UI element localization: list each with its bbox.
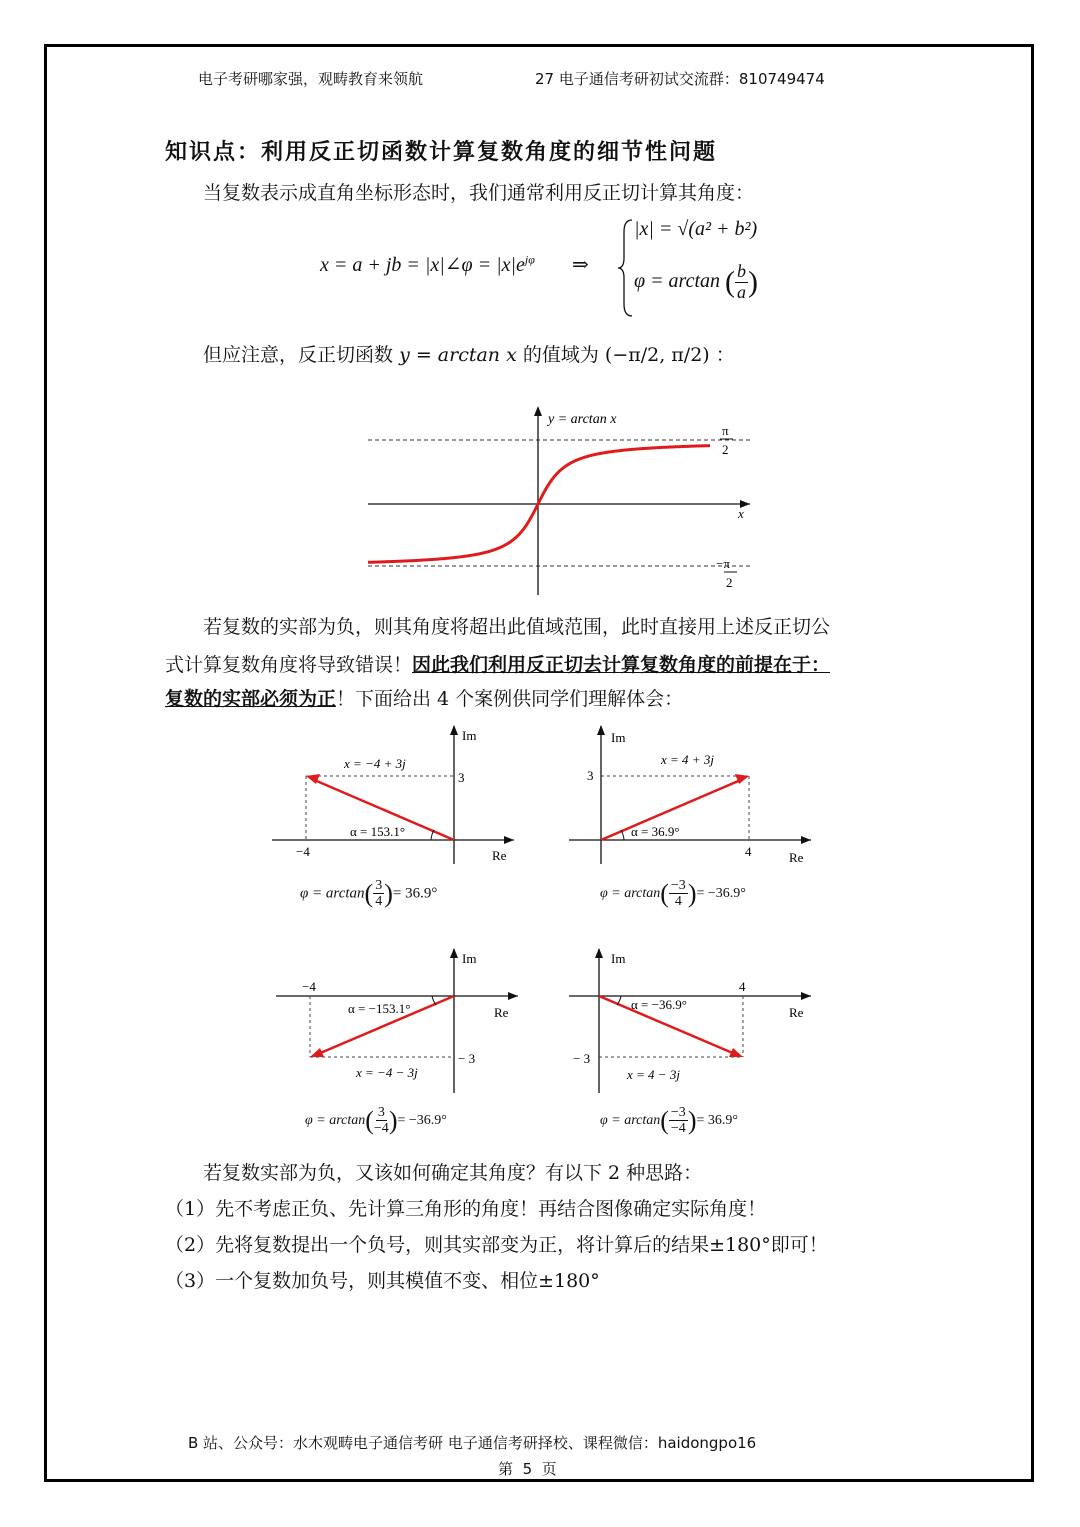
vector-label: x = −4 − 3j	[356, 1065, 418, 1080]
bottom-label-den: 2	[726, 575, 733, 590]
re-label: Re	[789, 1005, 804, 1020]
im-tick: − 3	[458, 1051, 476, 1066]
formula-phase: φ = arctan ( $\frac{b}{a}$ )	[634, 261, 759, 302]
case-formula-2: φ = arctan( $\frac{-3}{4}$ )= −36.9°	[600, 878, 746, 910]
case-formula-1: φ = arctan( $\frac{3}{4}$ )= 36.9°	[300, 878, 438, 910]
page-title: 知识点：利用反正切函数计算复数角度的细节性问题	[165, 140, 718, 165]
im-label: Im	[462, 728, 477, 743]
im-tick: − 3	[573, 1051, 591, 1066]
header-slogan: 电子考研哪家强，观畴教育来领航	[198, 70, 424, 88]
re-axis-arrow-icon	[801, 836, 811, 844]
re-axis-arrow-icon	[801, 992, 811, 1000]
case-plot-4	[565, 945, 815, 1095]
re-tick: −4	[296, 844, 310, 859]
methods-intro: 若复数实部为负，又该如何确定其角度？有以下 2 种思路：	[203, 1162, 703, 1184]
case-formula-4: φ = arctan( $\frac{-3}{-4}$ )= 36.9°	[600, 1105, 738, 1137]
case-plot-2	[565, 722, 815, 867]
curve-label: y = arctan x	[548, 412, 617, 427]
arctan-chart	[360, 400, 760, 600]
im-axis-arrow-icon	[450, 725, 458, 735]
case-formula-3: φ = arctan( $\frac{3}{-4}$ )= −36.9°	[305, 1105, 447, 1137]
y-axis-arrow-icon	[534, 406, 542, 416]
vector-label: x = 4 + 3j	[661, 752, 714, 767]
re-label: Re	[494, 1005, 509, 1020]
case-plot-1	[268, 722, 518, 867]
header-group: 27 电子通信考研初试交流群：810749474	[535, 70, 825, 88]
implies-arrow: ⇒	[572, 254, 589, 276]
alpha-label: α = 36.9°	[631, 824, 680, 839]
top-label-den: 2	[722, 442, 729, 457]
formula-lhs: x = a + jb = |x|∠φ = $|x|e^{j\varphi}$	[320, 252, 535, 276]
vector-arrow-icon	[729, 1048, 743, 1057]
im-axis-arrow-icon	[597, 725, 605, 735]
warning-line3: 复数的实部必须为正！下面给出 4 个案例供同学们理解体会：	[165, 688, 684, 710]
im-label: Im	[611, 951, 626, 966]
warning-line2: 式计算复数角度将导致错误！因此我们利用反正切去计算复数角度的前提在于：	[165, 654, 831, 676]
re-tick: −4	[302, 979, 316, 994]
footer-line: B 站、公众号：水木观畴电子通信考研 电子通信考研择校、课程微信：haidongpo16	[188, 1434, 757, 1452]
vector-label: x = 4 − 3j	[627, 1067, 680, 1082]
alpha-label: α = −153.1°	[348, 1001, 411, 1016]
re-tick: 4	[745, 844, 752, 859]
im-tick: 3	[458, 770, 465, 785]
re-axis-arrow-icon	[504, 836, 514, 844]
warning-line1: 若复数的实部为负，则其角度将超出此值域范围，此时直接用上述反正切公	[203, 616, 831, 638]
formula-magnitude: |x| = √(a² + b²)	[634, 218, 758, 240]
page-number: 第 5 页	[498, 1460, 557, 1478]
re-axis-arrow-icon	[508, 992, 518, 1000]
im-axis-arrow-icon	[450, 948, 458, 958]
method-3: （3）一个复数加负号，则其模值不变、相位±180°	[165, 1270, 600, 1292]
method-1: （1）先不考虑正负、先计算三角形的角度！再结合图像确定实际角度！	[165, 1198, 767, 1220]
top-label-num: π	[722, 423, 729, 438]
x-axis-label: x	[738, 506, 744, 521]
range-text: 但应注意，反正切函数 y = arctan x 的值域为 (−π/2, π/2) ：	[203, 344, 735, 366]
intro-text: 当复数表示成直角坐标形态时，我们通常利用反正切计算其角度：	[203, 182, 755, 204]
re-label: Re	[789, 850, 804, 865]
im-axis-arrow-icon	[595, 948, 603, 958]
bottom-label-num: −π	[716, 556, 730, 571]
brace-icon	[616, 218, 636, 318]
alpha-label: α = −36.9°	[631, 997, 687, 1012]
im-label: Im	[611, 730, 626, 745]
re-tick: 4	[739, 979, 746, 994]
method-2: （2）先将复数提出一个负号，则其实部变为正，将计算后的结果±180°即可！	[165, 1234, 828, 1256]
re-label: Re	[492, 848, 507, 863]
vector-arrow-icon	[310, 1048, 324, 1057]
case-plot-3	[272, 945, 522, 1095]
alpha-label: α = 153.1°	[350, 824, 406, 839]
im-label: Im	[462, 951, 477, 966]
vector-label: x = −4 + 3j	[344, 756, 406, 771]
im-tick: 3	[587, 768, 594, 783]
